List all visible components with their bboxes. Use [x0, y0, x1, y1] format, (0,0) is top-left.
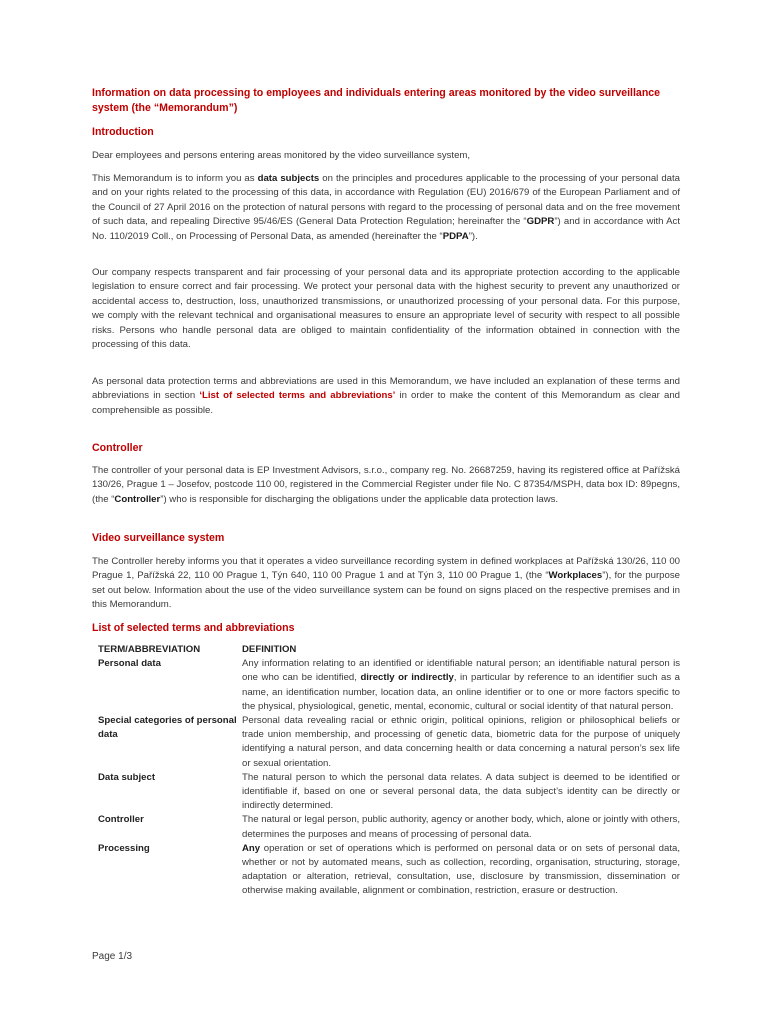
page-number: Page 1/3 [92, 951, 133, 962]
term-cell: Special categories of personal data [98, 715, 237, 741]
definition-cell: Any operation or set of operations which is performed on personal data or on sets of personal data, whether or not by automated means, such as collection, recording, organisation, structuring, storage, adaptation or alteration, retrieval, consultation, use, disclosure by transmission, dissemination or otherwise making available, alignment or combination, restriction, erasure or destruction. [242, 842, 680, 897]
heading-controller: Controller [92, 442, 143, 454]
term-workplaces: Workplaces [548, 570, 603, 582]
column-header-term: TERM/ABBREVIATION [98, 644, 201, 655]
heading-terms: List of selected terms and abbreviations [92, 622, 295, 634]
table-row [92, 657, 680, 714]
term-cell: Processing [98, 842, 150, 854]
terms-table [92, 643, 680, 899]
heading-introduction: Introduction [92, 126, 154, 138]
table-row [92, 842, 680, 899]
term-pdpa: PDPA [442, 230, 469, 242]
intro-greeting: Dear employees and persons entering areas monitored by the video surveillance system, [92, 150, 471, 161]
term-data-subjects: data subjects [257, 173, 320, 184]
document-title: Information on data processing to employees and individuals entering areas monitored by the video surveillance system (the “Memorandum”) [92, 87, 661, 114]
terms-table-header [92, 643, 680, 657]
definition-cell: Any information relating to an identified or identifiable natural person; an identifiable natural person is one who can be identified, directly or indirectly, in particular by reference to an identifier such as a name, an identification number, location data, an online identifier or to one or more factors specific to the physical, physiological, genetic, mental, economic, cultural or social identity of that natural person. [242, 658, 680, 712]
intro-paragraph-3: As personal data protection terms and abbreviations are used in this Memorandum, we have included an explanation of these terms and abbreviations in section ‘List of selected terms and abbreviations’ in order to make the content of this Memorandum as clear and comprehensible as possible. [92, 376, 681, 416]
table-row [92, 813, 680, 841]
term-gdpr: GDPR [526, 216, 555, 228]
term-cell: Controller [98, 814, 144, 826]
heading-video-surveillance: Video surveillance system [92, 532, 225, 544]
definition-cell: The natural or legal person, public authority, agency or another body, which, alone or jointly with others, determines the purposes and means of processing of personal data. [242, 814, 681, 840]
term-controller: Controller [114, 493, 161, 505]
term-cell: Data subject [98, 771, 156, 783]
intro-paragraph-2: Our company respects transparent and fair processing of your personal data and its appropriate protection according to the applicable legislation to ensure correct and fair processing. We protect your personal data with the highest security to prevent any unauthorized or accidental access to, destruction, loss, unauthorized transmissions, or unauthorized processing of your personal data. For this purpose, we comply with the relevant technical and organisational measures to ensure an appropriate level of security with respect to all possible risks. Persons who handle personal data are obliged to maintain confidentiality of the information obtained in connection with the processing of this data. [92, 267, 680, 351]
table-row [92, 714, 680, 771]
table-row [92, 771, 680, 814]
term-cell: Personal data [98, 658, 161, 670]
column-header-definition: DEFINITION [242, 644, 297, 655]
definition-cell: Personal data revealing racial or ethnic origin, political opinions, religion or philosophical beliefs or trade union membership, and processing of genetic data, biometric data for the purpose of uniquely identifying a natural person, and data concerning health or data concerning a natural person’s sex life or sexual orientation. [242, 715, 680, 769]
intro-paragraph-1: This Memorandum is to inform you as data subjects on the principles and procedures applicable to the processing of your personal data and on your rights related to the processing of this data, in accordance with Regulation (EU) 2016/679 of the European Parliament and of the Council of 27 April 2016 on the protection of natural persons with regard to the processing of personal data and on the free movement of such data, and repealing Directive 95/46/ES (General Data Protection Regulation; hereinafter the “GDPR”) and in accordance with Act No. 110/2019 Coll., on Processing of Personal Data, as amended (hereinafter the “PDPA”). [92, 173, 680, 242]
controller-paragraph: The controller of your personal data is EP Investment Advisors, s.r.o., company reg. No. 26687259, having its registered office at Pařížská 130/26, Prague 1 – Josefov, postcode 110 00, registered in the Commercial Register under file No. C 87354/MSPH, data box ID: 89pegns, (the “Controller”) who is responsible for discharging the obligations under the applicable data protection laws. [92, 465, 680, 505]
definition-cell: The natural person to which the personal data relates. A data subject is deemed to be identified or identifiable if, based on one or several personal data, the data subject’s identity can be directly or indirectly determined. [242, 771, 680, 812]
terms-section-reference: ‘List of selected terms and abbreviations’ [199, 390, 396, 402]
video-paragraph: The Controller hereby informs you that it operates a video surveillance recording system in defined workplaces at Pařížská 130/26, 110 00 Prague 1, Pařížská 22, 110 00 Prague 1, Týn 640, 110 00 Prague 1 and at Týn 3, 110 00 Prague 1, (the “Workplaces”), for the purpose set out below. Information about the use of the video surveillance system can be found on signs placed on the respective premises and in this Memorandum. [92, 556, 680, 611]
